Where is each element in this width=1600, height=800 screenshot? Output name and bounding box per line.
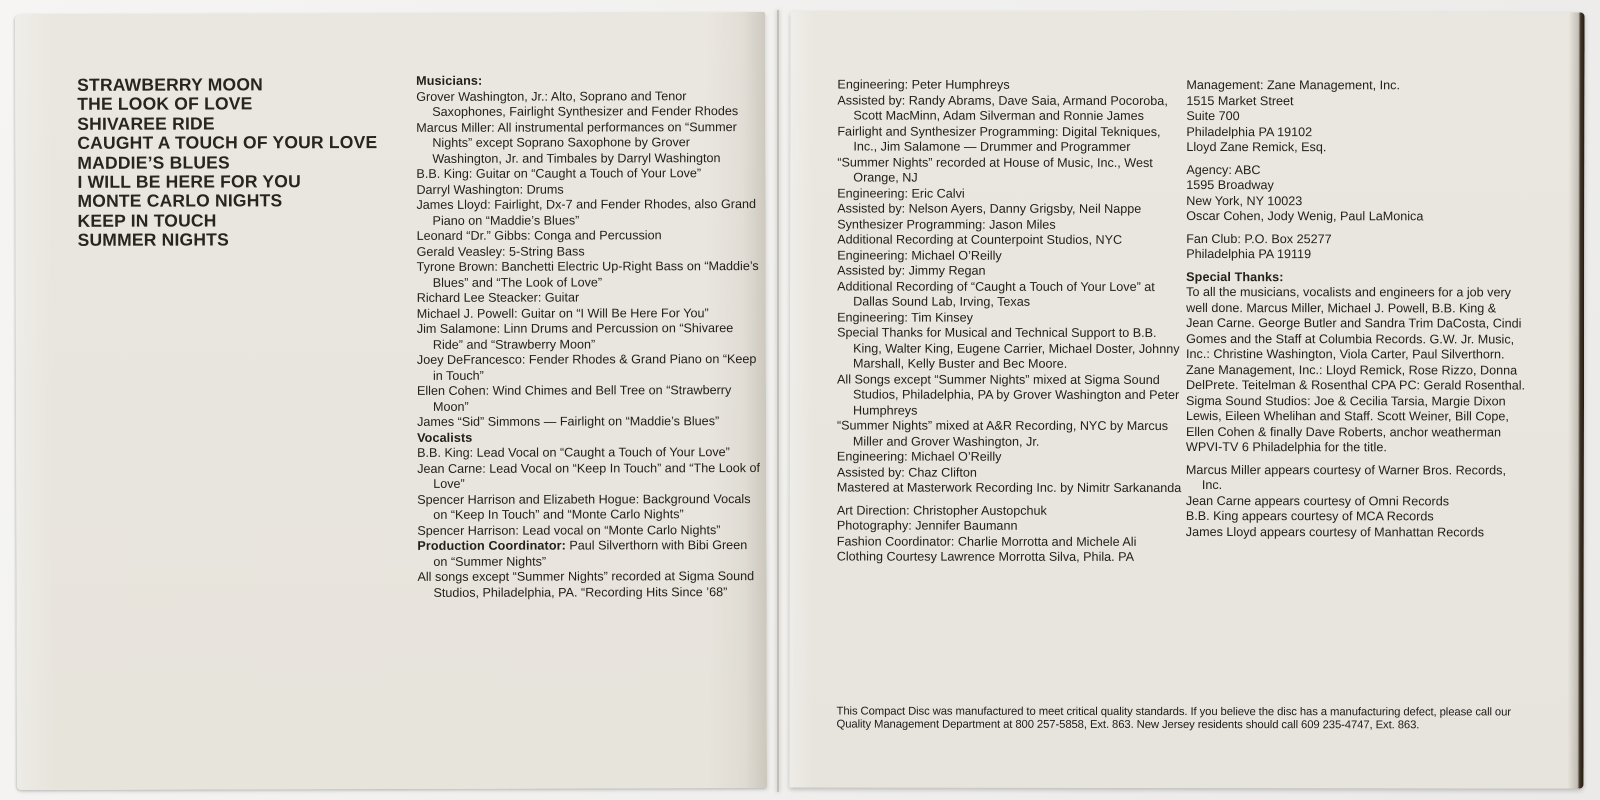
credit-text: All Songs except “Summer Nights” mixed at Sigma Sound Studios, Philadelphia, PA by Grover Washington and Peter Humphreys xyxy=(837,372,1180,418)
credit-text: Lloyd Zane Remick, Esq. xyxy=(1186,139,1327,155)
credit-text: Assisted by: Jimmy Regan xyxy=(837,263,986,278)
credit-text: B.B. King: Guitar on “Caught a Touch of Your Love” xyxy=(416,166,702,181)
credit-line xyxy=(837,326,1187,373)
credit-line xyxy=(417,538,763,570)
credit-text: Gerald Veasley: 5-String Bass xyxy=(416,243,585,259)
credit-text: Marcus Miller: All instrumental performances on “Summer Nights” except Soprano Saxophone by Grover Washington, Jr. and Timbales by Darryl Washington xyxy=(416,119,737,166)
credit-line xyxy=(417,244,763,260)
credit-text: Engineering: Eric Calvi xyxy=(837,186,965,201)
credit-line xyxy=(837,419,1187,450)
credit-line xyxy=(417,492,763,524)
credit-line xyxy=(837,233,1187,249)
credit-line xyxy=(417,352,763,384)
contacts-thanks-column xyxy=(1186,78,1527,540)
credit-line xyxy=(1186,78,1526,94)
track-title: SUMMER NIGHTS xyxy=(77,229,229,251)
credit-line xyxy=(416,197,762,229)
credit-text: Additional Recording at Counterpoint Studios, NYC xyxy=(837,232,1123,247)
credit-line xyxy=(417,569,763,601)
page-fold-crease xyxy=(777,10,779,792)
credit-line xyxy=(1186,109,1526,125)
credit-text: Oscar Cohen, Jody Wenig, Paul LaMonica xyxy=(1186,208,1424,224)
credit-line xyxy=(837,450,1187,466)
credit-text: Richard Lee Steacker: Guitar xyxy=(416,290,580,305)
credit-text: B.B. King: Lead Vocal on “Caught a Touch of Your Love” xyxy=(417,445,730,460)
credit-line xyxy=(1186,193,1526,209)
credit-line xyxy=(416,120,762,167)
credit-text: Fairlight and Synthesizer Programming: Digital Tekniques, Inc., Jim Salamone — Drummer and Programmer xyxy=(837,124,1161,154)
credit-text: Tyrone Brown: Banchetti Electric Up-Right Bass on “Maddie’s Blues” and “The Look of Love” xyxy=(416,259,759,290)
credit-text: “Summer Nights” recorded at House of Music, Inc., West Orange, NJ xyxy=(837,155,1153,185)
credit-text: B.B. King appears courtesy of MCA Records xyxy=(1185,508,1434,524)
credit-text: 1515 Market Street xyxy=(1186,93,1294,108)
credit-text: Assisted by: Chaz Clifton xyxy=(836,465,977,480)
credit-text: Philadelphia PA 19102 xyxy=(1186,124,1313,139)
credit-text: James Lloyd: Fairlight, Dx-7 and Fender Rhodes, also Grand Piano on “Maddie’s Blues” xyxy=(416,197,757,228)
credit-line xyxy=(837,155,1187,186)
credit-line xyxy=(417,414,763,430)
credit-line xyxy=(1186,231,1526,247)
credit-line xyxy=(837,519,1187,535)
credit-text: Assisted by: Randy Abrams, Dave Saia, Armand Pocoroba, Scott MacMinn, Adam Silverman and Ronnie James xyxy=(837,93,1168,123)
credit-text: Engineering: Tim Kinsey xyxy=(837,310,973,325)
credit-line xyxy=(837,310,1187,326)
track-title: THE LOOK OF LOVE xyxy=(77,93,253,115)
credit-text: James Lloyd appears courtesy of Manhattan Records xyxy=(1185,524,1485,539)
credit-line xyxy=(837,372,1187,419)
credit-line xyxy=(837,279,1187,310)
credit-text: Paul Silverthorn with Bibi Green on “Summer Nights” xyxy=(433,538,748,569)
production-credits-column xyxy=(837,78,1188,566)
credit-line xyxy=(837,503,1187,519)
credit-text: Engineering: Peter Humphreys xyxy=(837,77,1010,92)
credit-line xyxy=(837,78,1187,94)
credit-text: Grover Washington, Jr.: Alto, Soprano and Tenor Saxophones, Fairlight Synthesizer and Fender Rhodes xyxy=(416,88,739,119)
credit-text: Engineering: Michael O’Reilly xyxy=(836,449,1002,464)
credit-text: Leonard “Dr.” Gibbs: Conga and Percussion xyxy=(416,228,662,243)
credit-text: James “Sid” Simmons — Fairlight on “Maddie’s Blues” xyxy=(417,414,720,429)
credit-text: Philadelphia PA 19119 xyxy=(1186,246,1312,262)
credit-text: Fan Club: P.O. Box 25277 xyxy=(1186,231,1332,246)
credit-text: Management: Zane Management, Inc. xyxy=(1186,77,1400,93)
credit-text: Synthesizer Programming: Jason Miles xyxy=(837,217,1056,232)
credit-text: Agency: ABC xyxy=(1186,162,1261,177)
track-list xyxy=(77,75,377,250)
credit-line xyxy=(837,264,1187,280)
credit-text: New York, NY 10023 xyxy=(1186,193,1303,208)
credit-text: Mastered at Masterwork Recording Inc. by Nimitr Sarkananda xyxy=(836,480,1182,495)
credit-heading: Production Coordinator: xyxy=(417,538,566,553)
credit-text: Fashion Coordinator: Charlie Morrotta and Michele Ali xyxy=(836,534,1137,549)
track-title: I WILL BE HERE FOR YOU xyxy=(77,171,301,192)
credit-text: Joey DeFrancesco: Fender Rhodes & Grand Piano on “Keep in Touch” xyxy=(416,352,757,383)
credit-line xyxy=(416,89,762,121)
credit-text: Spencer Harrison: Lead vocal on “Monte Carlo Nights” xyxy=(417,522,721,538)
credit-line xyxy=(417,523,763,539)
credit-line xyxy=(837,124,1187,155)
booklet-left-page xyxy=(15,12,767,790)
credit-text: Suite 700 xyxy=(1186,108,1240,124)
credit-line xyxy=(837,465,1187,481)
credit-line xyxy=(1186,269,1526,285)
credit-line xyxy=(417,461,763,493)
credit-line xyxy=(1186,140,1526,156)
credit-line xyxy=(1186,93,1526,109)
credit-line xyxy=(837,550,1187,566)
credit-heading: Vocalists xyxy=(417,430,473,445)
track-title: CAUGHT A TOUCH OF YOUR LOVE xyxy=(77,132,378,154)
credit-line xyxy=(837,534,1187,550)
credit-line xyxy=(1186,162,1526,178)
credit-line xyxy=(417,228,763,244)
credit-text: Marcus Miller appears courtesy of Warner Bros. Records, Inc. xyxy=(1185,462,1506,493)
track-title: STRAWBERRY MOON xyxy=(77,74,263,95)
credit-text: Michael J. Powell: Guitar on “I Will Be Here For You” xyxy=(416,305,709,321)
credit-line xyxy=(417,430,763,446)
credit-line xyxy=(837,481,1187,497)
credit-heading: Special Thanks: xyxy=(1186,269,1284,284)
credit-text: Assisted by: Nelson Ayers, Danny Grigsby, Neil Nappe xyxy=(837,201,1142,216)
credit-text: “Summer Nights” mixed at A&R Recording, NYC by Marcus Miller and Grover Washington, Jr. xyxy=(836,418,1169,449)
credit-line xyxy=(1186,285,1526,456)
credit-line xyxy=(417,259,763,291)
credit-heading: Musicians: xyxy=(416,73,483,88)
credit-line xyxy=(1186,524,1526,540)
booklet-right-page xyxy=(789,11,1584,788)
credit-line xyxy=(1186,247,1526,263)
credit-text: Engineering: Michael O’Reilly xyxy=(837,248,1002,263)
credit-line xyxy=(417,445,763,461)
credit-line xyxy=(417,383,763,415)
credit-text: Photography: Jennifer Baumann xyxy=(836,518,1018,533)
credit-text: Art Direction: Christopher Austopchuk xyxy=(836,503,1047,518)
quality-disclaimer: This Compact Disc was manufactured to meet critical quality standards. If you believe the disc has a manufacturing defect, please call our Quality Management Department at 800 257-5858, Ext. 863. New Jersey residents should call 609 235-4747, Ext. 863. xyxy=(836,705,1511,732)
credit-line xyxy=(1186,493,1526,509)
credit-text: Jean Carne: Lead Vocal on “Keep In Touch” and “The Look of Love” xyxy=(417,460,761,491)
credit-line xyxy=(1186,124,1526,140)
credit-line xyxy=(416,73,762,89)
credit-line xyxy=(837,202,1187,218)
credit-line xyxy=(417,306,763,322)
credit-line xyxy=(417,321,763,353)
credit-text: Ellen Cohen: Wind Chimes and Bell Tree on “Strawberry Moon” xyxy=(416,383,732,414)
credit-text: All songs except “Summer Nights” recorded at Sigma Sound Studios, Philadelphia, PA. “Recording Hits Since ’68” xyxy=(417,569,755,600)
credit-line xyxy=(1186,209,1526,225)
credit-text: Jean Carne appears courtesy of Omni Records xyxy=(1185,493,1450,508)
musicians-credits-column xyxy=(416,73,763,601)
credit-line xyxy=(1186,178,1526,194)
credit-line xyxy=(837,248,1187,264)
credit-text: 1595 Broadway xyxy=(1186,177,1274,193)
credit-text: Additional Recording of “Caught a Touch of Your Love” at Dallas Sound Lab, Irving, Texas xyxy=(837,279,1155,309)
credit-line xyxy=(416,182,762,198)
credit-line xyxy=(417,290,763,306)
track-title: MONTE CARLO NIGHTS xyxy=(77,190,283,212)
credit-line xyxy=(1186,509,1526,525)
credit-line xyxy=(837,217,1187,233)
credit-line xyxy=(837,186,1187,202)
credit-line xyxy=(1186,462,1526,493)
track-title: MADDIE’S BLUES xyxy=(77,152,230,173)
credit-text: Clothing Courtesy Lawrence Morrotta Silva, Phila. PA xyxy=(836,549,1135,564)
track-title: SHIVAREE RIDE xyxy=(77,113,215,134)
credit-line xyxy=(837,93,1187,124)
credit-text: To all the musicians, vocalists and engineers for a job very well done. Marcus Miller, Michael J. Powell, B.B. King & Jean Carne. George Butler and Sandra Trim DaCosta, Cindi Gomes and the Staff at Columbia Records. G.W. Jr. Music, Inc.: Christine Washington, Viola Carter, Paul Silverthorn. Zane Management, Inc.: Lloyd Remick, Rose Rizzo, Donna DelPrete. Teitelman & Rosenthal CPA PC: Gerald Rosenthal. Sigma Sound Studios: Joe & Cecilia Tarsia, Margie Dixon Lewis, Eileen Whelihan and Staff. Scott Weiner, Bill Cope, Ellen Cohen & finally Dave Roberts, anchor weatherman WPVI-TV 6 Philadelphia for the title. xyxy=(1185,284,1526,455)
credit-text: Darryl Washington: Drums xyxy=(416,182,564,197)
track-title: KEEP IN TOUCH xyxy=(77,210,217,231)
credit-line xyxy=(416,166,762,182)
credit-text: Spencer Harrison and Elizabeth Hogue: Background Vocals on “Keep In Touch” and “Monte Carlo Nights” xyxy=(417,491,751,522)
credit-text: Special Thanks for Musical and Technical Support to B.B. King, Walter King, Eugene Carrier, Michael Doster, Johnny Marshall, Kelly Buster and Bec Moore. xyxy=(837,325,1180,371)
credit-text: Jim Salamone: Linn Drums and Percussion on “Shivaree Ride” and “Strawberry Moon” xyxy=(416,321,734,352)
